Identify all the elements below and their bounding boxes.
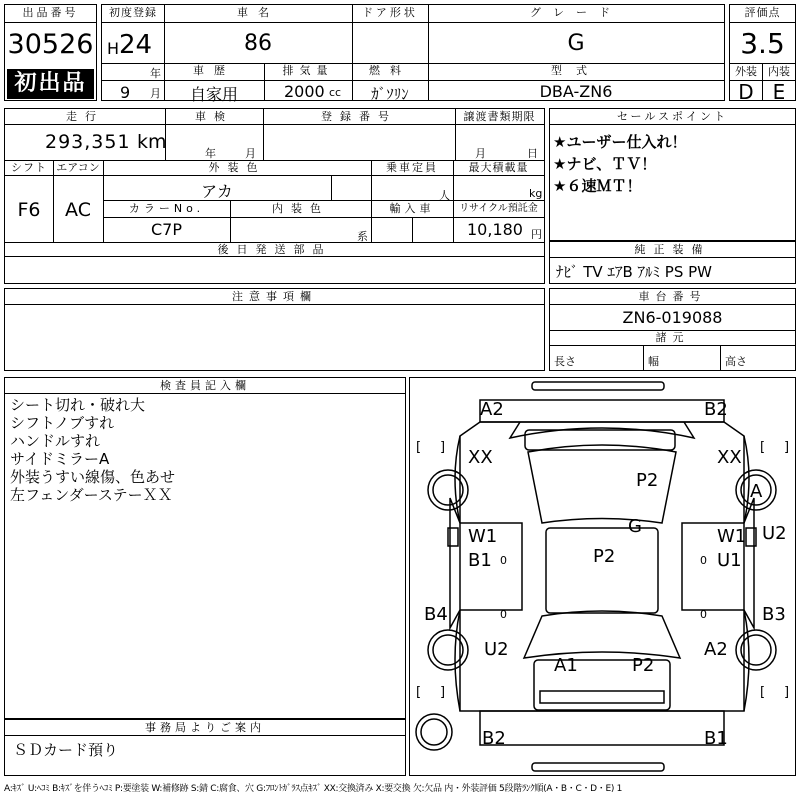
car-outline-diagram <box>410 378 795 775</box>
damage-mark: U1 <box>717 550 742 571</box>
bracket-mark: [ <box>760 440 766 455</box>
bracket-mark: [ <box>416 440 422 455</box>
shift: F6 <box>17 199 41 221</box>
score-label: 評価点 <box>744 6 781 19</box>
inspector-note: ハンドルすれ <box>10 432 101 450</box>
history-label: 車歴 <box>193 64 235 77</box>
damage-mark: A2 <box>704 639 728 660</box>
sales-point: ★６速ＭＴ！ <box>553 177 642 195</box>
recycle-label: リサイクル預託金 <box>459 203 538 214</box>
month-unit: 月 <box>150 87 161 100</box>
damage-mark: B2 <box>482 728 506 749</box>
interior-grade-label: 内装 <box>768 65 790 78</box>
color-no: C7P <box>151 220 182 239</box>
exterior-grade: D <box>738 80 754 104</box>
first-reg-label: 初度登録 <box>109 6 157 19</box>
color-no-label: カラーNo. <box>128 202 205 215</box>
damage-mark: P2 <box>636 470 659 491</box>
bracket-mark: ] <box>440 685 446 700</box>
header-grid <box>101 4 725 104</box>
zero-mark: 0 <box>500 554 507 567</box>
damage-mark: B4 <box>424 604 448 625</box>
exterior-grade-label: 外装 <box>735 65 757 78</box>
office-note: ＳＤカード預り <box>13 741 119 759</box>
damage-mark: U2 <box>484 639 509 660</box>
int-color-unit: 系 <box>357 230 368 243</box>
bracket-mark: ] <box>784 440 790 455</box>
spec-label: 諸元 <box>655 331 690 344</box>
era: H <box>107 39 120 58</box>
damage-mark: A2 <box>480 399 504 420</box>
int-color-label: 内装色 <box>272 202 329 215</box>
damage-mark: B1 <box>704 728 728 749</box>
equipment-label: 純正装備 <box>634 243 711 256</box>
bracket-mark: ] <box>440 440 446 455</box>
sales-label: セールスポイント <box>616 110 728 123</box>
transfer-label: 譲渡書類期限 <box>463 110 536 123</box>
capacity-label: 乗車定員 <box>386 161 438 174</box>
chassis-label: 車台番号 <box>638 290 707 303</box>
damage-mark: A1 <box>554 655 578 676</box>
inspector-note: シフトノブすれ <box>10 414 115 432</box>
ac-label: エアコン <box>56 161 100 174</box>
damage-mark: A <box>750 481 763 502</box>
lot-label: 出品番号 <box>22 6 79 19</box>
damage-mark: P2 <box>632 655 655 676</box>
chassis-box <box>549 288 796 371</box>
load-label: 最大積載量 <box>468 161 529 174</box>
import-label: 輸入車 <box>389 202 435 215</box>
width-label: 幅 <box>648 355 659 368</box>
inspector-label: 検査員記入欄 <box>160 379 250 392</box>
door-label: ドア形状 <box>362 6 418 19</box>
zero-mark: 0 <box>700 554 707 567</box>
displacement-unit: cc <box>329 86 342 99</box>
lot-number: 30526 <box>7 29 94 60</box>
grade-label: グレード <box>530 6 622 19</box>
caution-box <box>4 288 545 371</box>
bracket-mark: [ <box>760 685 766 700</box>
grade: G <box>567 31 585 56</box>
fuel: ｶﾞｿﾘﾝ <box>371 85 409 103</box>
car-diagram <box>409 377 796 776</box>
damage-mark: XX <box>468 447 493 468</box>
model-label: 型式 <box>551 64 601 77</box>
shift-label: シフト <box>11 161 47 174</box>
inspection-label: 車検 <box>195 110 233 123</box>
damage-mark: B3 <box>762 604 786 625</box>
sales-point: ★ナビ、ＴＶ！ <box>553 155 657 173</box>
damage-mark: W1 <box>717 526 747 547</box>
lot-box <box>4 4 97 101</box>
later-parts-label: 後日発送部品 <box>217 243 332 256</box>
displacement-label: 排気量 <box>282 64 334 77</box>
bracket-mark: ] <box>784 685 790 700</box>
inspector-box <box>4 377 406 719</box>
inspection-month-unit: 月 <box>245 147 256 160</box>
bracket-mark: [ <box>416 685 422 700</box>
inspector-note: シート切れ・破れ大 <box>10 396 146 414</box>
load-unit: kg <box>529 187 543 200</box>
ac: AC <box>65 199 91 221</box>
model: DBA-ZN6 <box>539 82 613 101</box>
height-label: 高さ <box>725 355 747 368</box>
registration-label: 登録番号 <box>321 110 397 123</box>
damage-mark: P2 <box>593 546 616 567</box>
transfer-day: 日 <box>527 147 538 160</box>
inspection-year-unit: 年 <box>205 147 216 160</box>
chassis-value: ZN6-019088 <box>622 308 723 327</box>
history: 自家用 <box>189 85 238 104</box>
office-label: 事務局よりご案内 <box>145 721 265 734</box>
sales-point: ★ユーザー仕入れ！ <box>553 133 687 151</box>
recycle-unit: 円 <box>531 228 542 241</box>
equipment-value: ﾅﾋﾞ TV ｴｱB ｱﾙﾐ PS PW <box>556 263 712 281</box>
zero-mark: 0 <box>500 608 507 621</box>
reg-year: 24 <box>119 30 153 60</box>
inspector-note: 左フェンダーステーＸＸ <box>10 486 173 504</box>
capacity-unit: 人 <box>439 189 450 202</box>
mileage-label: 走行 <box>66 110 104 123</box>
ext-color-label: 外装色 <box>208 161 266 174</box>
equipment-box <box>549 241 796 284</box>
office-box <box>4 719 406 776</box>
transfer-month: 月 <box>475 147 486 160</box>
mileage: 293,351 <box>45 131 131 153</box>
damage-mark: U2 <box>762 523 787 544</box>
score-grid <box>729 4 796 104</box>
caution-label: 注意事項欄 <box>232 290 317 303</box>
damage-mark: B1 <box>468 550 492 571</box>
inspector-notes <box>10 396 175 504</box>
interior-grade: E <box>772 80 786 104</box>
length-label: 長さ <box>554 355 576 368</box>
damage-mark: G <box>628 516 642 537</box>
legend: A:ｷｽﾞ U:ﾍｺﾐ B:ｷｽﾞを伴うﾍｺﾐ P:要塗装 W:補修跡 S:錆 C:腐食、穴 G:ﾌﾛﾝﾄｶﾞﾗｽ点ｷｽﾞ XX:交換済み X:要交換 欠:欠品 内・外装評価 5段階ﾗﾝｸ順(A・B・C・D・E) 1 <box>4 784 623 794</box>
inspector-note: サイドミラーA <box>10 450 110 468</box>
year-unit: 年 <box>150 67 161 80</box>
score: 3.5 <box>740 27 785 60</box>
mileage-unit: km <box>137 131 167 153</box>
damage-mark: XX <box>717 447 742 468</box>
reg-month: 9 <box>120 83 131 102</box>
sales-box <box>549 108 796 241</box>
inspector-note: 外装うすい線傷、色あせ <box>10 468 176 486</box>
fuel-label: 燃料 <box>369 64 411 77</box>
first-listing-badge: 初出品 <box>7 69 94 99</box>
zero-mark: 0 <box>700 608 707 621</box>
recycle-fee: 10,180 <box>467 220 523 239</box>
car-name-label: 車名 <box>237 6 279 19</box>
ext-color: アカ <box>201 182 233 201</box>
car-name: 86 <box>244 31 272 56</box>
displacement: 2000 <box>284 82 325 101</box>
damage-mark: B2 <box>704 399 728 420</box>
info-grid <box>4 108 545 284</box>
damage-mark: W1 <box>468 526 498 547</box>
